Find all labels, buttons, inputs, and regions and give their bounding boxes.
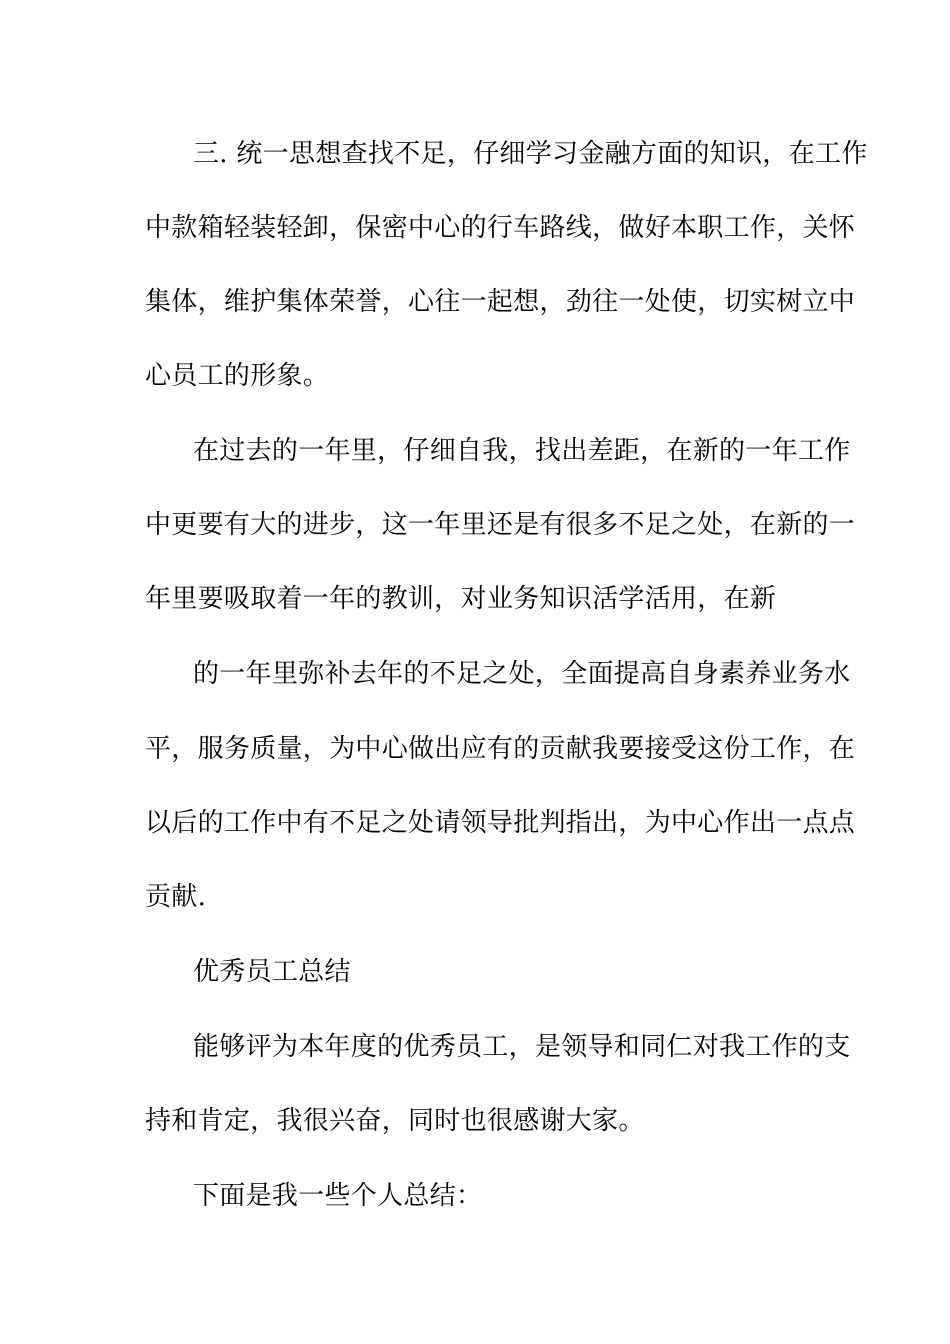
- text-line: 的一年里弥补去年的不足之处，全面提高自身素养业务水: [193, 659, 851, 689]
- text-line: 下面是我一些个人总结：: [193, 1181, 483, 1211]
- section-heading: 优秀员工总结: [193, 957, 351, 987]
- text-line: 心员工的形象。: [145, 361, 330, 391]
- text-line: 平，服务质量，为中心做出应有的贡献我要接受这份工作，在: [145, 734, 856, 764]
- text-line: 中款箱轻装轻卸，保密中心的行车路线，做好本职工作，关怀: [145, 213, 856, 243]
- text-line: 能够评为本年度的优秀员工，是领导和同仁对我工作的支: [193, 1032, 851, 1062]
- text-line: 贡献.: [145, 882, 207, 912]
- text-line: 年里要吸取着一年的教训，对业务知识活学活用，在新: [145, 584, 777, 614]
- text-line: 中更要有大的进步，这一年里还是有很多不足之处，在新的一: [145, 510, 856, 540]
- text-line: 在过去的一年里，仔细自我，找出差距，在新的一年工作: [193, 436, 851, 466]
- text-line: 三. 统一思想查找不足，仔细学习金融方面的知识，在工作: [193, 139, 868, 169]
- text-line: 集体，维护集体荣誉，心往一起想，劲往一处使，切实树立中: [145, 287, 856, 317]
- text-line: 持和肯定，我很兴奋，同时也很感谢大家。: [145, 1106, 645, 1136]
- text-line: 以后的工作中有不足之处请领导批判指出，为中心作出一点点: [145, 808, 856, 838]
